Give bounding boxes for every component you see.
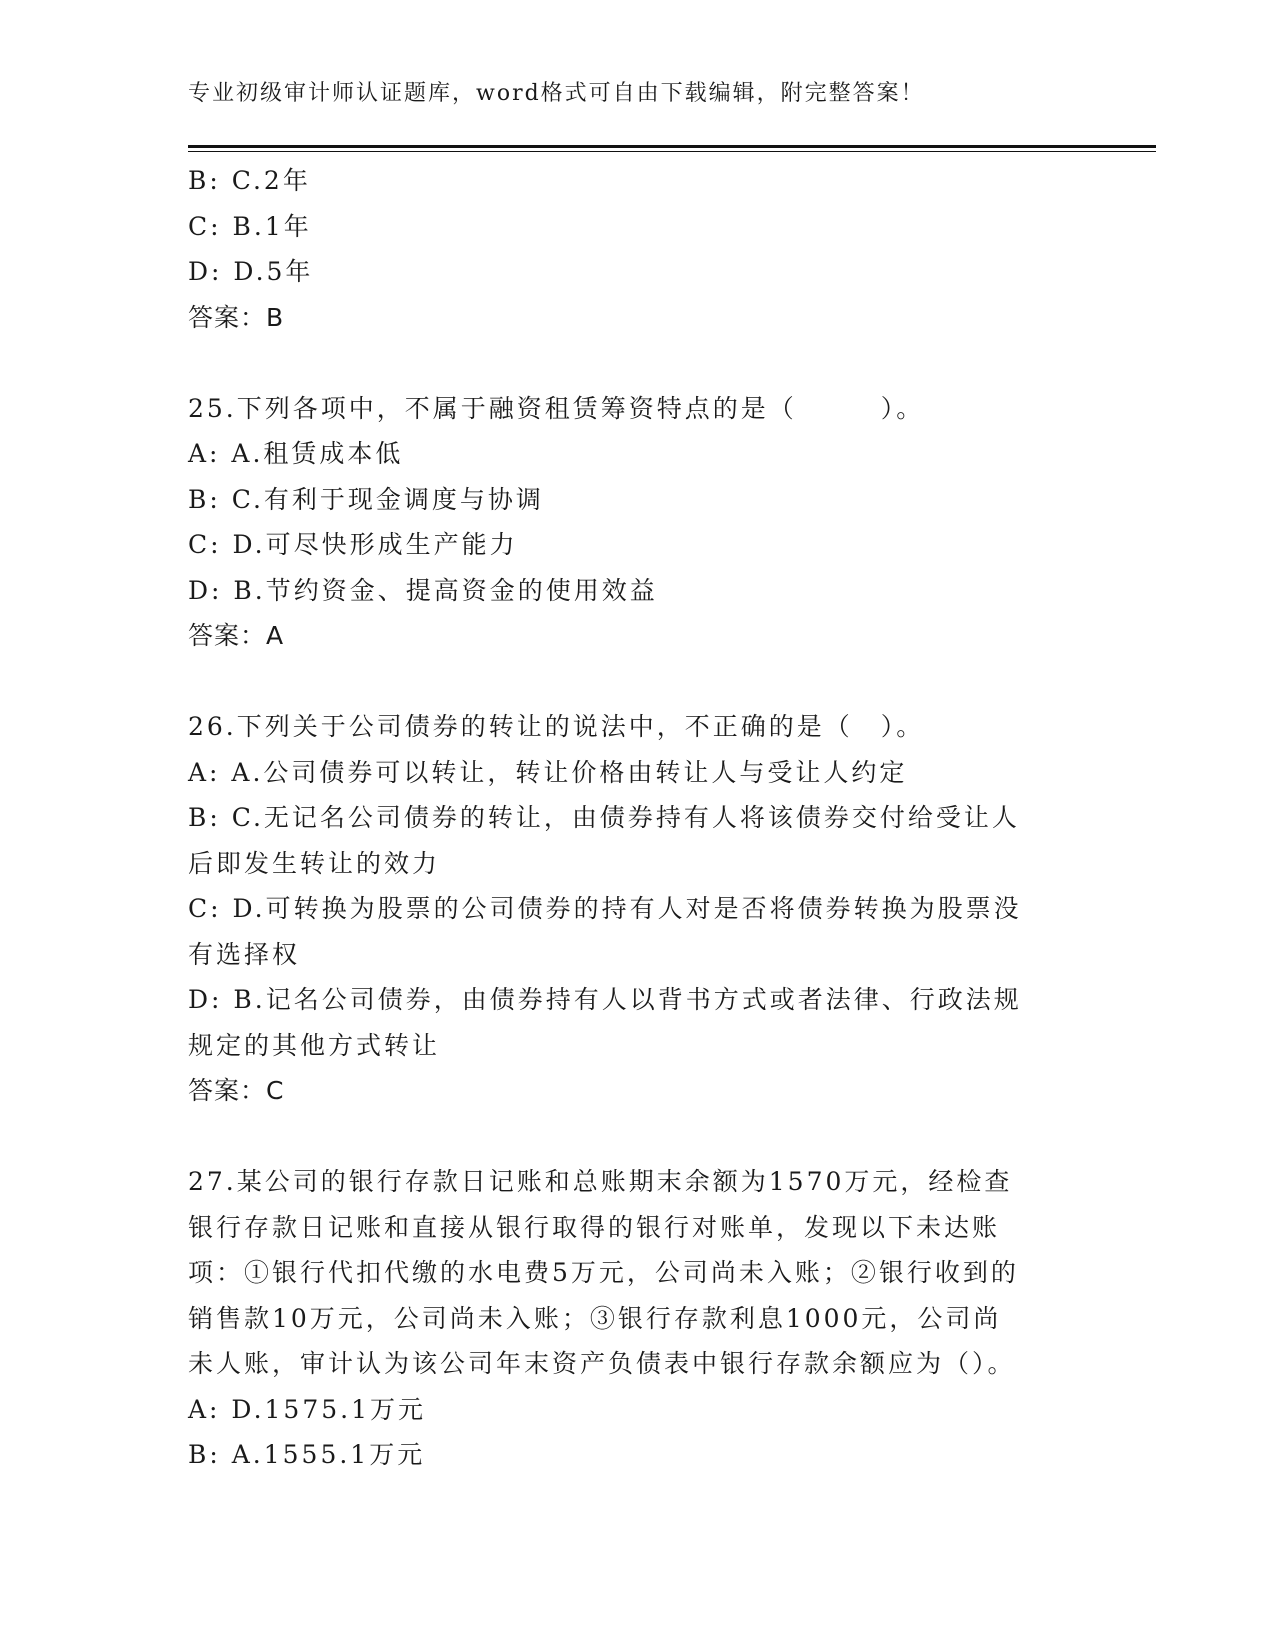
option-d: D: B.节约资金、提高资金的使用效益	[188, 575, 658, 605]
option-b: B: A.1555.1万元	[188, 1440, 426, 1469]
option-a: A: A.租赁成本低	[188, 439, 404, 468]
option-c: C: D.可尽快形成生产能力	[188, 530, 518, 559]
question-text: 26.下列关于公司债券的转让的说法中，不正确的是（ ）。	[188, 712, 925, 741]
page-header: 专业初级审计师认证题库，word格式可自由下载编辑，附完整答案！	[188, 81, 925, 106]
option-d: D: D.5年	[188, 257, 314, 286]
spacer	[188, 1114, 1088, 1160]
question-text: 27.某公司的银行存款日记账和总账期末余额为1570万元，经检查银行存款日记账和直接从银行取得的银行对账单，发现以下未达账项：①银行代扣代缴的水电费5万元，公司尚未入账；②银行收到的销售款10万元，公司尚未入账；③银行存款利息1000元，公司尚未人账，审计认为该公司年末资产负债表中银行存款余额应为（）。	[188, 1167, 1019, 1378]
question-block-27	[188, 1159, 1088, 1478]
question-block-24	[188, 158, 1088, 340]
answer-label: 答案：A	[188, 621, 285, 650]
answer-label: 答案：B	[188, 302, 285, 332]
question-block-25	[188, 386, 1088, 659]
question-block-26	[188, 704, 1088, 1114]
option-c: C: B.1年	[188, 211, 312, 241]
option-b: B: C.2年	[188, 166, 311, 195]
option-d: D: B.记名公司债券，由债券持有人以背书方式或者法律、行政法规规定的其他方式转让	[188, 985, 1022, 1060]
question-text: 25.下列各项中，不属于融资租赁筹资特点的是（ ）。	[188, 393, 925, 423]
option-a: A: A.公司债券可以转让，转让价格由转让人与受让人约定	[188, 757, 908, 787]
answer-label: 答案：C	[188, 1076, 285, 1105]
question-content	[188, 158, 1088, 1478]
option-a: A: D.1575.1万元	[188, 1394, 426, 1424]
option-b: B: C.有利于现金调度与协调	[188, 484, 544, 514]
option-c: C: D.可转换为股票的公司债券的持有人对是否将债券转换为股票没有选择权	[188, 894, 1022, 969]
spacer	[188, 659, 1088, 705]
header-rule-thin	[188, 151, 1156, 152]
spacer	[188, 340, 1088, 386]
option-b: B: C.无记名公司债券的转让，由债券持有人将该债券交付给受让人后即发生转让的效力	[188, 803, 1020, 878]
header-rule-thick	[188, 145, 1156, 148]
